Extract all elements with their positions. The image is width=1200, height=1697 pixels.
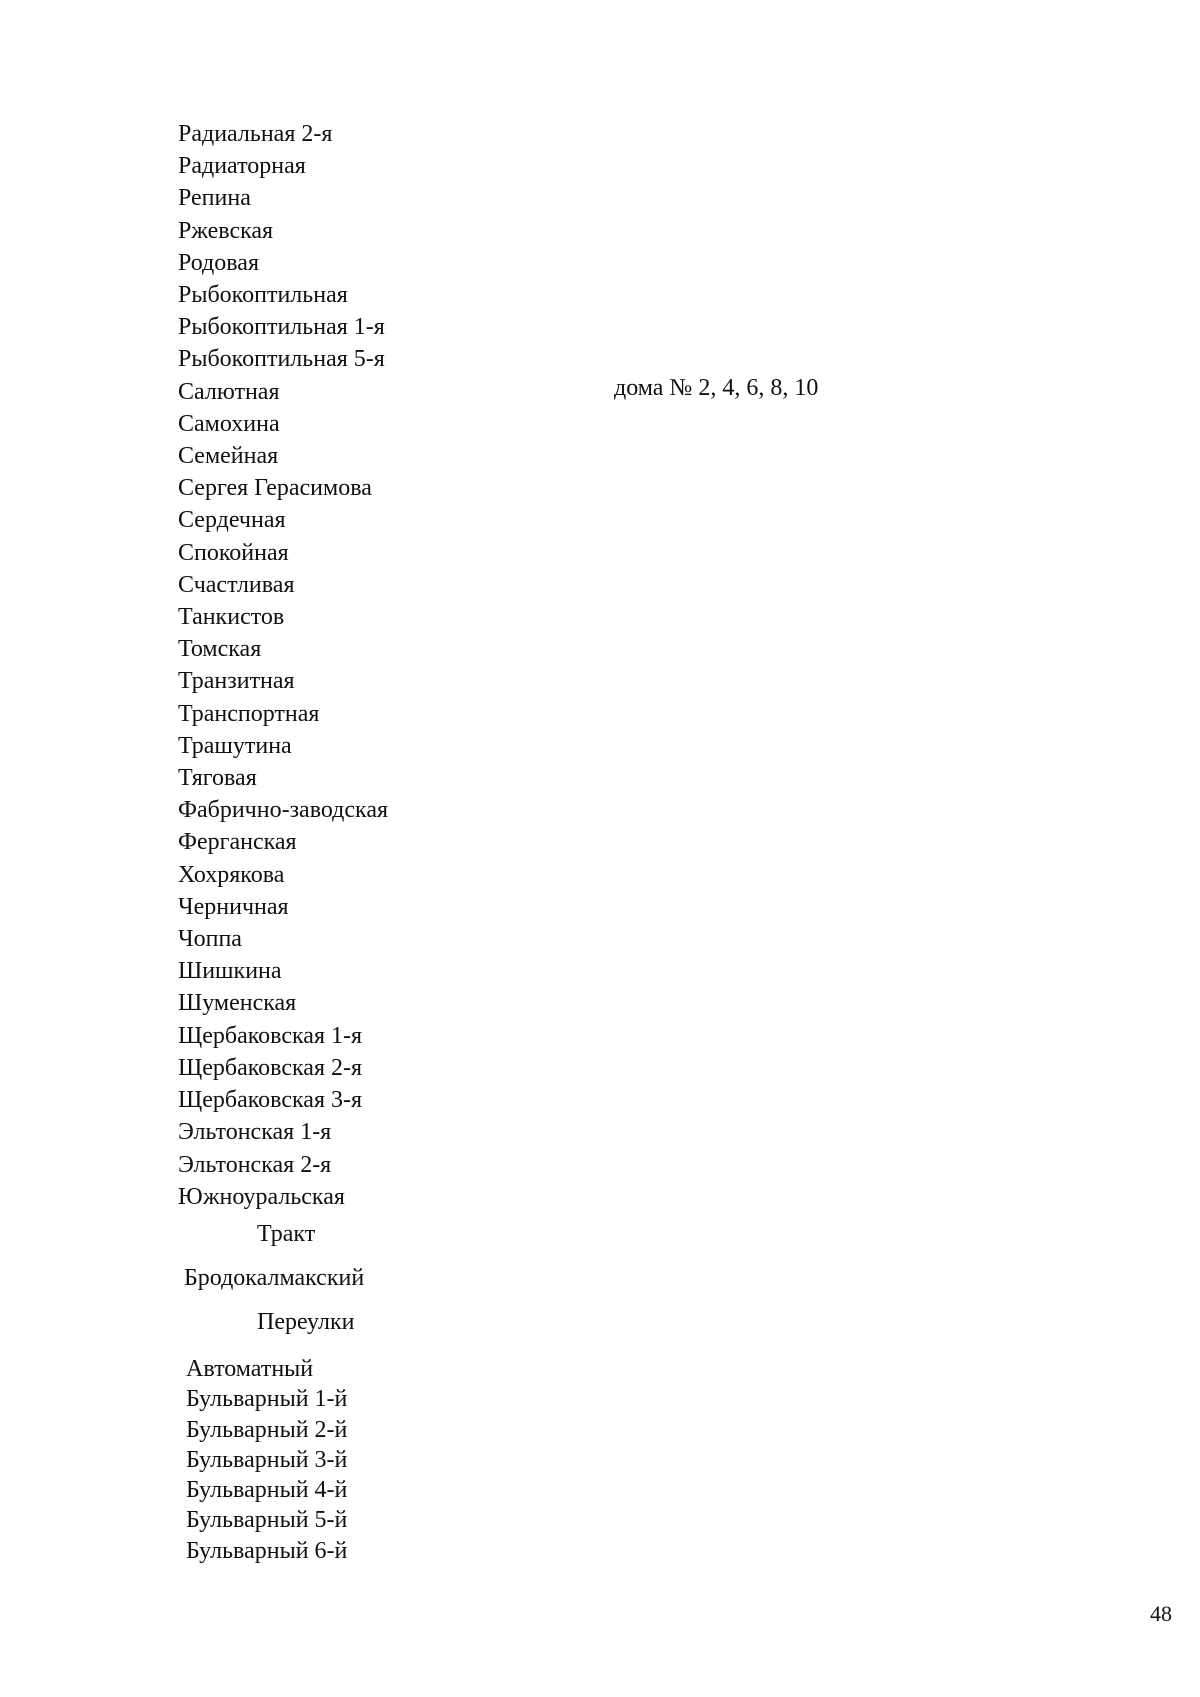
tract-name: Бродокалмакский xyxy=(184,1265,365,1291)
street-item: Рыбокоптильная 5-я xyxy=(178,346,385,373)
lane-item: Бульварный 2-й xyxy=(186,1416,348,1443)
street-item: Хохрякова xyxy=(178,861,285,888)
street-item: Рыбокоптильная 1-я xyxy=(178,314,385,341)
street-item: Ржевская xyxy=(178,217,274,244)
lane-item: Бульварный 3-й xyxy=(186,1446,348,1473)
lane-list xyxy=(186,1354,347,1566)
lane-item: Бульварный 4-й xyxy=(186,1477,348,1504)
street-item: Трашутина xyxy=(178,732,292,759)
street-item: Щербаковская 1-я xyxy=(178,1022,363,1049)
street-item: Транспортная xyxy=(178,700,320,727)
lane-item: Бульварный 5-й xyxy=(186,1507,348,1534)
street-item: Эльтонская 2-я xyxy=(178,1151,332,1178)
street-item: Шуменская xyxy=(178,990,297,1017)
lanes-heading: Переулки xyxy=(257,1309,355,1335)
street-list xyxy=(178,118,388,1213)
street-item: Черничная xyxy=(178,893,289,920)
street-item: Спокойная xyxy=(178,539,289,566)
lane-item: Автоматный xyxy=(186,1356,314,1382)
street-item: Семейная xyxy=(178,443,279,470)
street-item: Чоппа xyxy=(178,926,242,953)
street-item: Радиальная 2-я xyxy=(178,121,333,147)
street-item: Шишкина xyxy=(178,958,282,985)
street-item: Транзитная xyxy=(178,668,295,695)
lane-item: Бульварный 6-й xyxy=(186,1537,348,1564)
lane-item: Бульварный 1-й xyxy=(186,1386,348,1413)
street-item: Самохина xyxy=(178,410,280,437)
tract-heading: Тракт xyxy=(257,1221,316,1247)
street-item: Щербаковская 2-я xyxy=(178,1054,363,1081)
street-item: Ферганская xyxy=(178,829,297,856)
street-item: Родовая xyxy=(178,249,259,276)
street-item: Сердечная xyxy=(178,507,286,534)
street-item: Сергея Герасимова xyxy=(178,475,372,502)
street-item: Эльтонская 1-я xyxy=(178,1119,332,1146)
street-item: Тяговая xyxy=(178,765,257,792)
street-item: Щербаковская 3-я xyxy=(178,1087,363,1114)
street-item: Салютная xyxy=(178,378,280,405)
street-item: Танкистов xyxy=(178,604,285,631)
street-item: Счастливая xyxy=(178,571,295,598)
street-item: Южноуральская xyxy=(178,1183,345,1210)
house-numbers-note: дома № 2, 4, 6, 8, 10 xyxy=(614,375,819,401)
street-item: Фабрично-заводская xyxy=(178,797,389,824)
street-item: Томская xyxy=(178,636,262,663)
page-number: 48 xyxy=(1150,1601,1172,1626)
street-item: Рыбокоптильная xyxy=(178,282,348,309)
street-item: Радиаторная xyxy=(178,153,306,180)
street-item: Репина xyxy=(178,185,251,212)
